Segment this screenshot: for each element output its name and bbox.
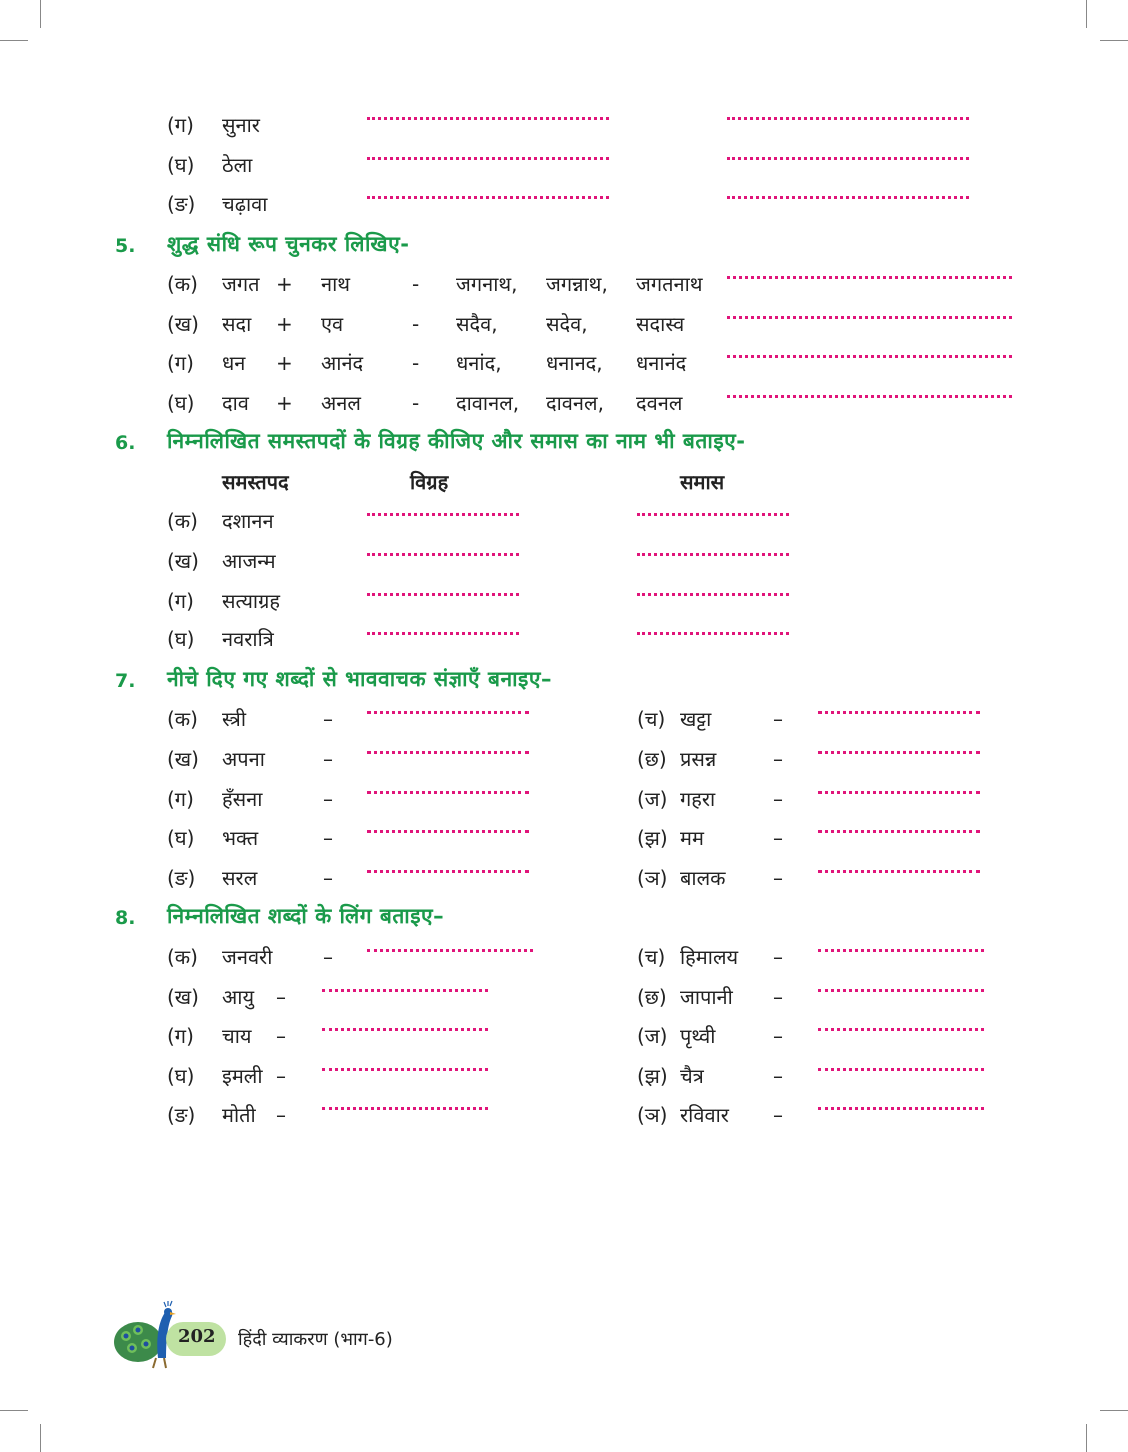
dash: – — [773, 1064, 783, 1088]
term-b: अनल — [321, 391, 361, 415]
option-2: दावनल, — [546, 391, 604, 415]
item-word: भक्त — [222, 826, 259, 850]
dash: – — [773, 945, 783, 969]
option-3: सदास्व — [636, 312, 685, 336]
dash: – — [773, 1103, 783, 1127]
item-word: जनवरी — [222, 945, 273, 969]
plus-sign: + — [276, 351, 293, 375]
question-title: शुद्ध संधि रूप चुनकर लिखिए- — [167, 232, 410, 256]
item-word: रविवार — [680, 1103, 729, 1127]
answer-blank[interactable] — [637, 553, 789, 556]
answer-blank[interactable] — [322, 1028, 488, 1031]
answer-blank[interactable] — [367, 553, 519, 556]
term-b: आनंद — [321, 351, 364, 375]
item-label: (क) — [167, 945, 198, 969]
item-word: ठेला — [222, 153, 253, 177]
answer-blank[interactable] — [367, 711, 529, 714]
plus-sign: + — [276, 272, 293, 296]
crop-mark — [0, 1410, 28, 1411]
item-word: आजन्म — [222, 549, 276, 573]
crop-mark — [40, 0, 41, 28]
term-a: धन — [222, 351, 246, 375]
answer-blank[interactable] — [818, 1068, 984, 1071]
dash: – — [323, 826, 333, 850]
option-2: धनानद, — [546, 351, 603, 375]
plus-sign: + — [276, 312, 293, 336]
item-word: प्रसन्न — [680, 747, 717, 771]
dash: – — [773, 1024, 783, 1048]
item-word: दशानन — [222, 509, 274, 533]
answer-blank[interactable] — [367, 632, 519, 635]
item-label: (ङ) — [167, 192, 196, 216]
answer-blank[interactable] — [727, 316, 1012, 319]
item-label: (क) — [167, 509, 198, 533]
option-1: जगनाथ, — [456, 272, 518, 296]
question-title: निम्नलिखित समस्तपदों के विग्रह कीजिए और समास का नाम भी बताइए- — [167, 429, 746, 453]
item-word: नवरात्रि — [222, 627, 274, 651]
answer-blank[interactable] — [637, 632, 789, 635]
item-word: मम — [680, 826, 704, 850]
column-header: समास — [680, 470, 725, 494]
item-label: (ज) — [637, 787, 668, 811]
item-word: इमली — [222, 1064, 263, 1088]
answer-blank[interactable] — [818, 949, 984, 952]
item-label: (ङ) — [167, 866, 196, 890]
answer-blank[interactable] — [367, 593, 519, 596]
item-word: हँसना — [222, 787, 263, 811]
dash: - — [412, 272, 420, 296]
item-label: (घ) — [167, 826, 195, 850]
item-word: मोती — [222, 1103, 256, 1127]
crop-mark — [0, 40, 28, 41]
answer-blank[interactable] — [818, 1107, 984, 1110]
item-label: (घ) — [167, 627, 195, 651]
item-word: अपना — [222, 747, 265, 771]
answer-blank[interactable] — [818, 1028, 984, 1031]
item-word: आयु — [222, 985, 255, 1009]
answer-blank[interactable] — [727, 117, 969, 120]
crop-mark — [1086, 1424, 1087, 1452]
item-label: (ग) — [167, 113, 194, 137]
answer-blank[interactable] — [637, 513, 789, 516]
item-label: (ग) — [167, 1024, 194, 1048]
answer-blank[interactable] — [367, 117, 609, 120]
answer-blank[interactable] — [367, 791, 529, 794]
answer-blank[interactable] — [367, 751, 529, 754]
item-word: पृथ्वी — [680, 1024, 716, 1048]
dash: – — [773, 707, 783, 731]
item-label: (क) — [167, 272, 198, 296]
item-label: (ख) — [167, 747, 199, 771]
question-title: नीचे दिए गए शब्दों से भाववाचक संज्ञाएँ बनाइए– — [167, 667, 552, 691]
dash: – — [323, 866, 333, 890]
answer-blank[interactable] — [322, 989, 488, 992]
question-number: 7. — [115, 670, 136, 692]
term-b: एव — [321, 312, 344, 336]
item-label: (च) — [637, 945, 666, 969]
term-a: जगत — [222, 272, 260, 296]
option-3: दवनल — [636, 391, 683, 415]
column-header: विग्रह — [410, 470, 449, 494]
plus-sign: + — [276, 391, 293, 415]
book-title: हिंदी व्याकरण (भाग-6) — [238, 1329, 393, 1350]
dash: – — [276, 985, 286, 1009]
item-word: चढ़ावा — [222, 192, 268, 216]
dash: – — [773, 866, 783, 890]
item-label: (ञ) — [637, 1103, 668, 1127]
item-word: बालक — [680, 866, 726, 890]
item-label: (क) — [167, 707, 198, 731]
dash: – — [323, 945, 333, 969]
option-1: धनांद, — [456, 351, 502, 375]
dash: – — [323, 747, 333, 771]
dash: - — [412, 391, 420, 415]
answer-blank[interactable] — [727, 395, 1012, 398]
dash: - — [412, 312, 420, 336]
item-word: गहरा — [680, 787, 716, 811]
option-2: सदेव, — [546, 312, 588, 336]
term-b: नाथ — [321, 272, 351, 296]
dash: – — [276, 1064, 286, 1088]
item-word: स्त्री — [222, 707, 246, 731]
answer-blank[interactable] — [367, 949, 533, 952]
item-word: जापानी — [680, 985, 733, 1009]
answer-blank[interactable] — [367, 196, 609, 199]
term-a: दाव — [222, 391, 249, 415]
answer-blank[interactable] — [818, 870, 980, 873]
option-2: जगन्नाथ, — [546, 272, 608, 296]
item-word: चैत्र — [680, 1064, 704, 1088]
item-word: हिमालय — [680, 945, 739, 969]
item-word: सुनार — [222, 113, 260, 137]
answer-blank[interactable] — [727, 157, 969, 160]
column-header: समस्तपद — [222, 470, 289, 494]
option-1: सदैव, — [456, 312, 498, 336]
question-number: 6. — [115, 432, 136, 454]
dash: – — [323, 787, 333, 811]
item-label: (ग) — [167, 351, 194, 375]
question-number: 5. — [115, 235, 136, 257]
item-word: सरल — [222, 866, 258, 890]
item-label: (ख) — [167, 985, 199, 1009]
question-number: 8. — [115, 907, 136, 929]
answer-blank[interactable] — [727, 276, 1012, 279]
item-label: (घ) — [167, 153, 195, 177]
item-label: (छ) — [637, 747, 667, 771]
option-3: धनानंद — [636, 351, 687, 375]
answer-blank[interactable] — [818, 830, 980, 833]
answer-blank[interactable] — [367, 513, 519, 516]
answer-blank[interactable] — [818, 791, 980, 794]
item-label: (ग) — [167, 589, 194, 613]
option-1: दावानल, — [456, 391, 520, 415]
item-label: (घ) — [167, 1064, 195, 1088]
item-label: (छ) — [637, 985, 667, 1009]
item-word: चाय — [222, 1024, 252, 1048]
dash: – — [276, 1024, 286, 1048]
answer-blank[interactable] — [818, 751, 980, 754]
answer-blank[interactable] — [322, 1068, 488, 1071]
item-label: (ङ) — [167, 1103, 196, 1127]
dash: – — [773, 747, 783, 771]
dash: – — [773, 787, 783, 811]
item-label: (ज) — [637, 1024, 668, 1048]
item-label: (ञ) — [637, 866, 668, 890]
crop-mark — [1100, 40, 1128, 41]
item-label: (झ) — [637, 1064, 668, 1088]
page-number: 202 — [178, 1326, 216, 1347]
answer-blank[interactable] — [637, 593, 789, 596]
option-3: जगतनाथ — [636, 272, 703, 296]
dash: – — [773, 826, 783, 850]
crop-mark — [1086, 0, 1087, 28]
answer-blank[interactable] — [818, 989, 984, 992]
crop-mark — [1100, 1410, 1128, 1411]
item-word: खट्टा — [680, 707, 712, 731]
term-a: सदा — [222, 312, 252, 336]
dash: – — [276, 1103, 286, 1127]
answer-blank[interactable] — [367, 157, 609, 160]
answer-blank[interactable] — [367, 870, 529, 873]
answer-blank[interactable] — [322, 1107, 488, 1110]
item-label: (ग) — [167, 787, 194, 811]
answer-blank[interactable] — [727, 196, 969, 199]
answer-blank[interactable] — [367, 830, 529, 833]
item-label: (ख) — [167, 312, 199, 336]
item-word: सत्याग्रह — [222, 589, 280, 613]
item-label: (झ) — [637, 826, 668, 850]
answer-blank[interactable] — [818, 711, 980, 714]
item-label: (ख) — [167, 549, 199, 573]
dash: – — [323, 707, 333, 731]
dash: – — [773, 985, 783, 1009]
answer-blank[interactable] — [727, 355, 1012, 358]
item-label: (च) — [637, 707, 666, 731]
crop-mark — [40, 1424, 41, 1452]
question-title: निम्नलिखित शब्दों के लिंग बताइए– — [167, 904, 445, 928]
dash: - — [412, 351, 420, 375]
item-label: (घ) — [167, 391, 195, 415]
